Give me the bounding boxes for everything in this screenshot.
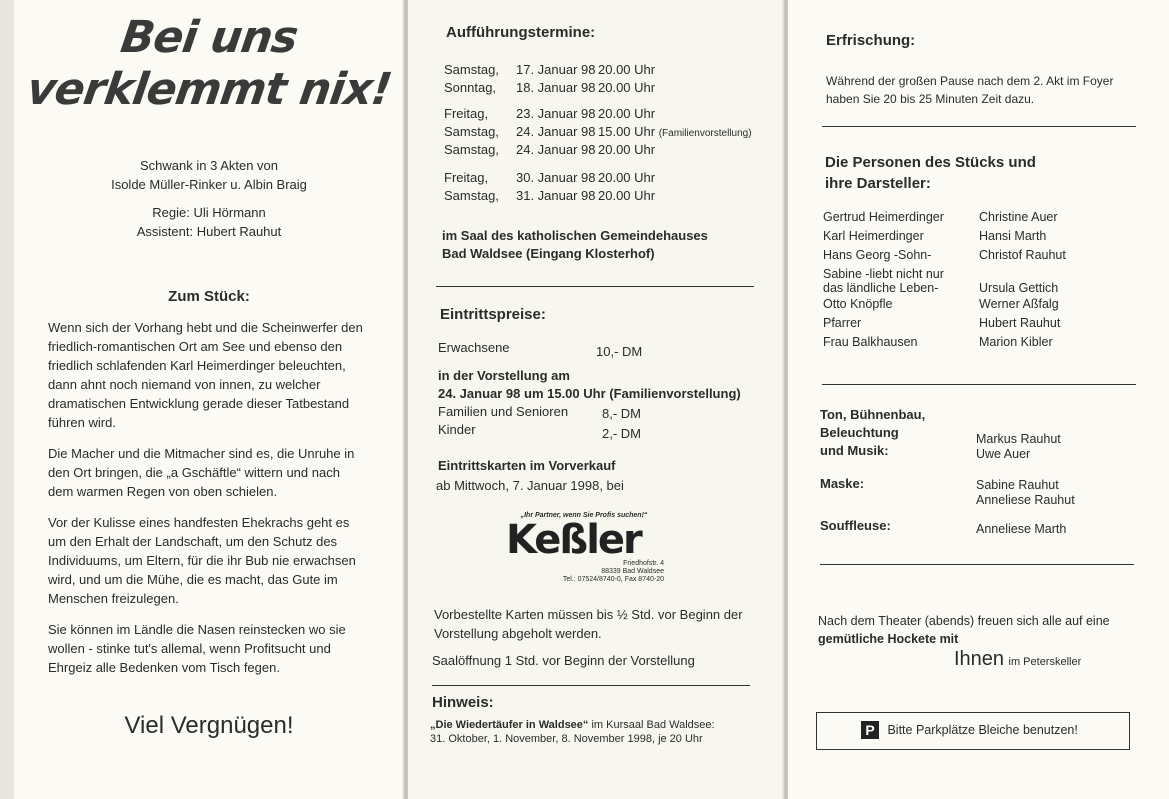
panel-right — [788, 0, 1169, 799]
divider — [436, 286, 754, 287]
section-heading-play: Zum Stück: — [168, 288, 250, 305]
price-adults-label: Erwachsene — [438, 340, 510, 355]
parking-box — [816, 712, 1130, 750]
price-kids-label: Kinder — [438, 422, 476, 437]
crew-prompter-name: Anneliese Marth — [976, 522, 1067, 536]
refresh-heading: Erfrischung: — [826, 32, 916, 49]
parking-note: Bitte Parkplätze Bleiche benutzen! — [887, 723, 1078, 737]
divider — [432, 685, 750, 686]
price-seniors-label: Familien und Senioren — [438, 404, 569, 419]
assistant: Assistent: Hubert Rauhut — [136, 224, 282, 239]
table-row: Gertrud Heimerdinger Christine Auer — [823, 210, 1058, 224]
doors-open-note: Saalöffnung 1 Std. vor Beginn der Vorstellung — [432, 653, 695, 668]
dates-table — [444, 170, 655, 206]
hint-heading: Hinweis: — [432, 694, 494, 711]
table-row: Pfarrer Hubert Rauhut — [823, 316, 1061, 330]
hint-text: „Die Wiedertäufer in Waldsee“ im Kursaal Bad Waldsee: 31. Oktober, 1. November, 8. November 1998, je 20 Uhr — [430, 719, 715, 745]
logo-slogan: „Ihr Partner, wenn Sie Profis suchen!“ — [520, 512, 648, 519]
prices-heading: Eintrittspreise: — [440, 306, 546, 323]
family-show-info: in der Vorstellung am 24. Januar 98 um 15.00 Uhr (Familienvorstellung) — [438, 368, 741, 401]
divider — [822, 384, 1136, 385]
table-row: Hans Georg -Sohn- Christof Rauhut — [823, 248, 1066, 262]
logo-phone: Tel.: 07524/8740-0, Fax 8740-20 — [562, 576, 664, 583]
divider — [822, 126, 1136, 127]
table-row: Otto Knöpfle Werner Aßfalg — [823, 297, 1059, 311]
kessler-logo — [504, 512, 664, 583]
divider — [820, 564, 1134, 565]
table-row: Samstag, 24. Januar 98 20.00 Uhr — [444, 142, 656, 157]
cast-heading: Die Personen des Stücks und ihre Darsteller: — [825, 154, 1036, 192]
subtitle: Schwank in 3 Akten von Isolde Müller-Rinker u. Albin Braig — [111, 158, 307, 192]
parking-icon: P — [861, 721, 879, 739]
crew-sound-names: Markus Rauhut Uwe Auer — [976, 432, 1061, 461]
after-show-note: Nach dem Theater (abends) freuen sich alle auf eine gemütliche Hockete mit — [818, 614, 1110, 646]
crew-mask-names: Sabine Rauhut Anneliese Rauhut — [976, 478, 1075, 507]
closing-wish: Viel Vergnügen! — [124, 712, 294, 739]
table-row: Sonntag, 18. Januar 98 20.00 Uhr — [444, 80, 656, 95]
panel-left — [14, 0, 404, 799]
table-row: Sabine -liebt nicht nur das ländliche Leben- Ursula Gettich — [823, 267, 1059, 295]
play-description — [48, 318, 366, 677]
crew-sound-label: Ton, Bühnenbau, Beleuchtung und Musik: — [820, 407, 926, 458]
table-row: Samstag, 17. Januar 98 20.00 Uhr — [444, 62, 656, 77]
play-title-line1: Bei uns — [117, 12, 301, 63]
table-row: Karl Heimerdinger Hansi Marth — [823, 229, 1047, 243]
reservation-note: Vorbestellte Karten müssen bis ½ Std. vor Beginn der Vorstellung abgeholt werden. — [434, 607, 743, 641]
presale-text: ab Mittwoch, 7. Januar 1998, bei — [436, 478, 624, 493]
price-seniors: 8,- DM — [602, 406, 641, 421]
price-adults: 10,- DM — [596, 344, 643, 359]
logo-street: Friedhofstr. 4 — [623, 560, 664, 567]
refresh-text: Während der großen Pause nach dem 2. Akt im Foyer haben Sie 20 bis 25 Minuten Zeit dazu. — [826, 74, 1114, 106]
paragraph: Sie können im Ländle die Nasen reinstecken wo sie wollen - stinke tut's allemal, wenn Profitsucht und Ehrgeiz alle Bedenken vom Tisch fegen. — [48, 622, 346, 675]
play-title-line2: verklemmt nix! — [23, 64, 395, 115]
crew-prompter-label: Souffleuse: — [820, 518, 891, 533]
director: Regie: Uli Hörmann — [152, 205, 266, 220]
panel-middle — [408, 0, 784, 799]
presale-heading: Eintrittskarten im Vorverkauf — [438, 458, 616, 473]
table-row: Frau Balkhausen Marion Kibler — [823, 335, 1053, 349]
crew-mask-label: Maske: — [820, 476, 865, 491]
logo-city: 88339 Bad Waldsee — [601, 568, 664, 575]
cast-table — [823, 210, 1066, 354]
price-kids: 2,- DM — [602, 426, 641, 441]
credits — [14, 203, 404, 241]
paragraph: Vor der Kulisse eines handfesten Ehekrachs geht es um den Erhalt der Landschaft, um den Schutz des Individuums, um Eltern, für die ihr Bub nie erwachsen wird, und um die Mühe, die es macht, das Gute im Menschen freizulegen. — [48, 515, 356, 606]
after-show-location: Ihnen im Peterskeller — [954, 648, 1082, 670]
paragraph: Die Macher und die Mitmacher sind es, die Unruhe in den Ort bringen, die „a Gschäftle“ wittern und nach dem warmen Regen von oben schielen. — [48, 446, 355, 499]
dates-heading: Aufführungstermine: — [446, 24, 596, 41]
table-row: Samstag, 24. Januar 98 15.00 Uhr (Familienvorstellung) — [444, 124, 752, 139]
dates-table — [444, 106, 752, 160]
table-row: Samstag, 31. Januar 98 20.00 Uhr — [444, 188, 656, 203]
venue: im Saal des katholischen Gemeindehauses Bad Waldsee (Eingang Klosterhof) — [442, 228, 708, 261]
table-row: Freitag, 30. Januar 98 20.00 Uhr — [444, 170, 656, 185]
dates-table — [444, 62, 655, 98]
paragraph: Wenn sich der Vorhang hebt und die Scheinwerfer den friedlich-romantischen Ort am See und ebenso den friedlich schlafenden Karl Heimerdinger beleuchten, dann ahnt noch niemand von innen, zu welcher dramatischen Entwicklung gerade dieser Tatbestand führen wird. — [48, 320, 363, 430]
logo-name: Keßler — [506, 517, 641, 563]
table-row: Freitag, 23. Januar 98 20.00 Uhr — [444, 106, 656, 121]
